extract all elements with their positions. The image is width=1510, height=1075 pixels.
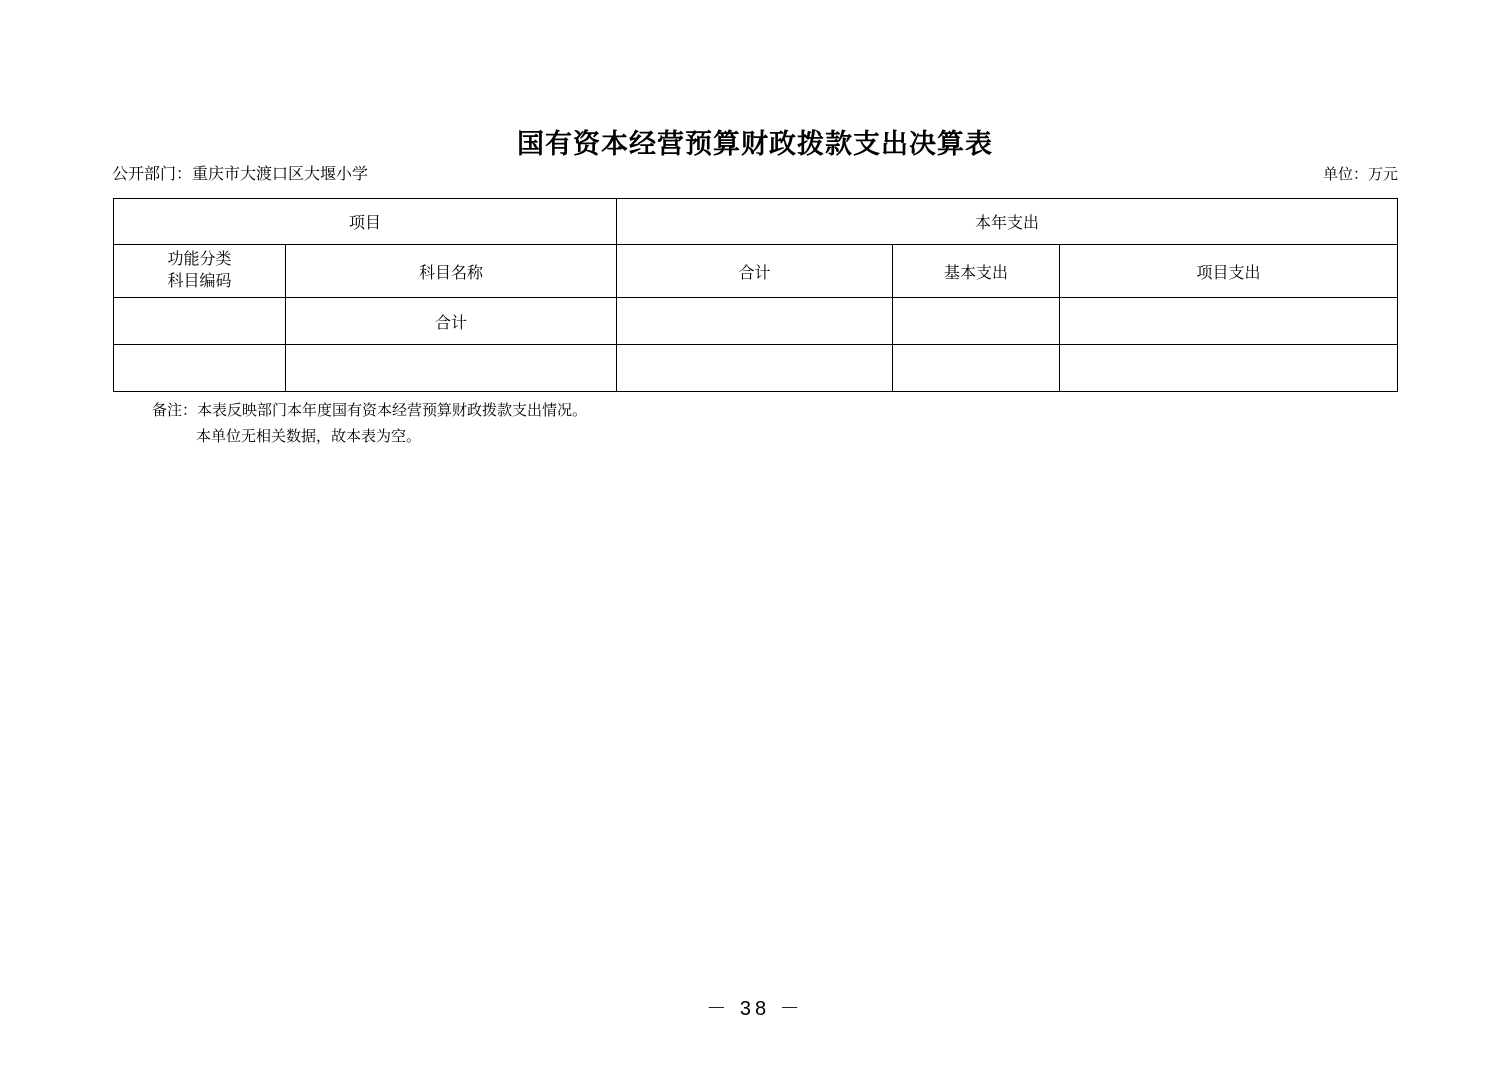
column-header-function-code	[114, 245, 286, 298]
group-header-project: 项目	[114, 199, 617, 245]
cell-basic-expenditure	[893, 298, 1060, 345]
column-header-total: 合计	[617, 245, 893, 298]
table-row	[114, 298, 1398, 345]
table-row	[114, 345, 1398, 392]
cell-function-code	[114, 345, 286, 392]
column-header-function-code-line2: 科目编码	[167, 273, 232, 290]
note-line-1: 备注：本表反映部门本年度国有资本经营预算财政拨款支出情况。	[152, 402, 588, 419]
cell-total	[617, 345, 893, 392]
table-column-header-row	[114, 245, 1398, 298]
cell-project-expenditure	[1060, 345, 1398, 392]
cell-subject-name	[286, 345, 617, 392]
unit-label: 单位：万元	[1322, 166, 1398, 183]
note-line-2: 本单位无相关数据，故本表为空。	[196, 428, 422, 446]
cell-subject-name: 合计	[286, 298, 617, 345]
cell-function-code	[114, 298, 286, 345]
table-notes	[152, 398, 587, 451]
cell-total	[617, 298, 893, 345]
page-title: 国有资本经营预算财政拨款支出决算表	[517, 129, 993, 159]
cell-basic-expenditure	[893, 345, 1060, 392]
column-header-subject-name: 科目名称	[286, 245, 617, 298]
column-header-basic-expenditure: 基本支出	[893, 245, 1060, 298]
department-label: 公开部门：重庆市大渡口区大堰小学	[112, 166, 369, 183]
budget-table	[113, 198, 1398, 392]
column-header-function-code-line1: 功能分类	[167, 251, 232, 269]
group-header-current-year-expenditure: 本年支出	[617, 199, 1398, 245]
table-group-header-row	[114, 199, 1398, 245]
column-header-project-expenditure: 项目支出	[1060, 245, 1398, 298]
cell-project-expenditure	[1060, 298, 1398, 345]
page-number: － 38 －	[706, 998, 804, 1020]
